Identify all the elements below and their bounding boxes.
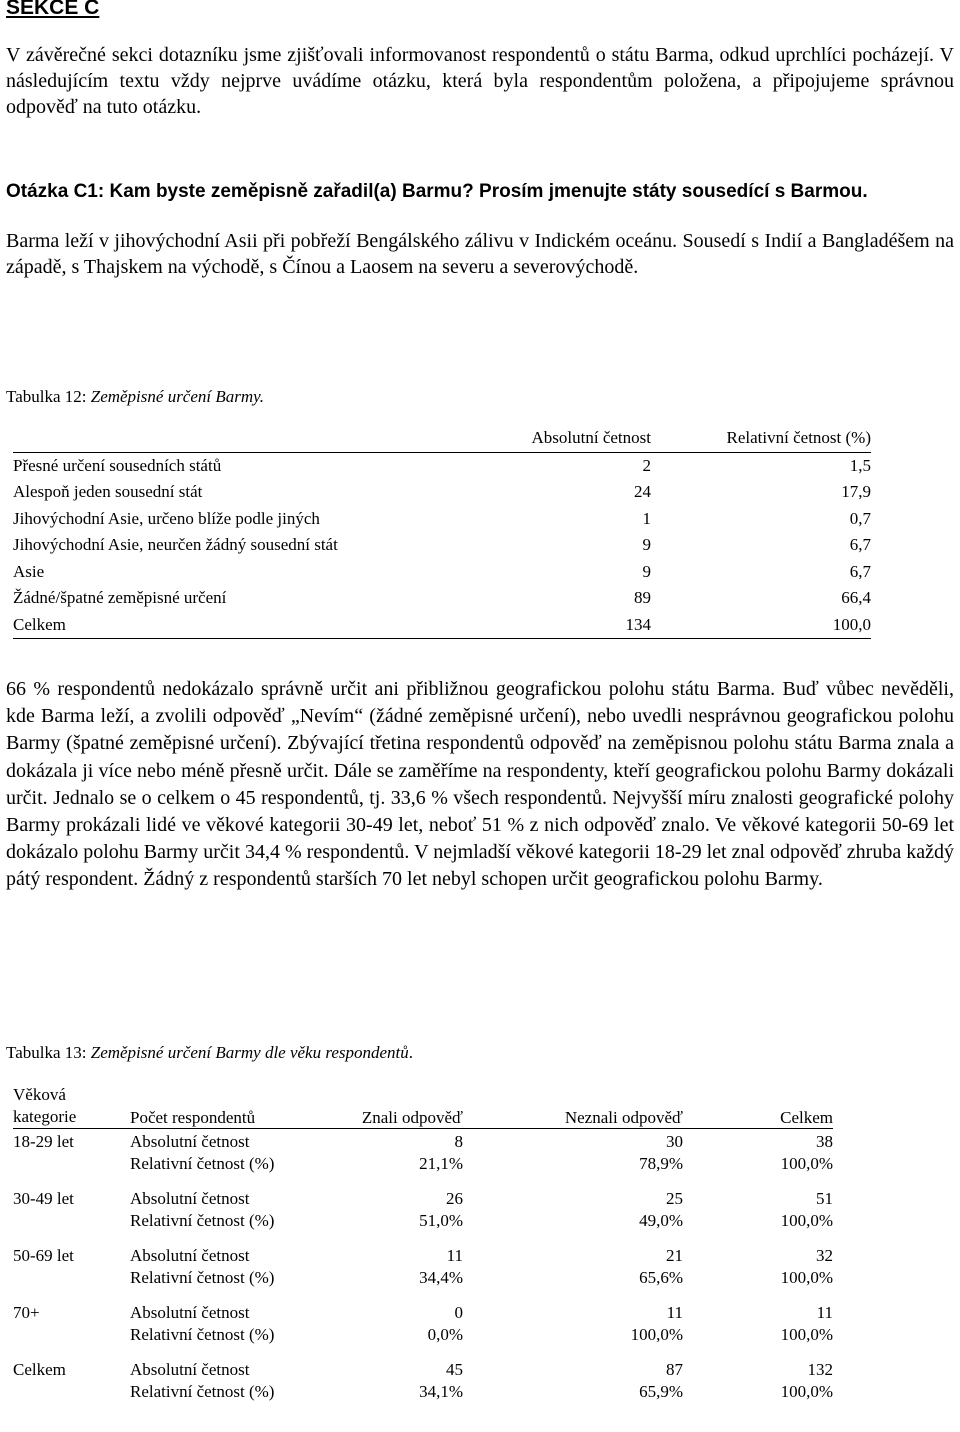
row-label: Přesné určení sousedních států	[13, 455, 222, 475]
knew-value: 21,1%	[419, 1154, 463, 1173]
total-value: 132	[807, 1359, 833, 1379]
age-category: 70+	[13, 1302, 40, 1322]
table-row	[13, 532, 871, 559]
total-value: 11	[816, 1302, 833, 1322]
measure-label: Absolutní četnost	[130, 1131, 250, 1151]
table-row	[13, 585, 871, 612]
table-row	[13, 1243, 833, 1266]
table-header-row	[13, 1084, 833, 1129]
header-category-line1: Věková	[13, 1085, 66, 1104]
header-relative: Relativní četnost (%)	[651, 425, 871, 452]
total-value: 38	[816, 1131, 833, 1151]
table-row	[13, 479, 871, 506]
total-value: 32	[816, 1245, 833, 1265]
not-knew-value: 100,0%	[630, 1325, 683, 1344]
table-row	[13, 1152, 833, 1175]
knew-value: 45	[446, 1359, 463, 1379]
row-label: Alespoň jeden sousední stát	[13, 482, 203, 502]
row-relative: 6,7	[849, 535, 871, 555]
header-count: Počet respondentů	[130, 1084, 313, 1129]
not-knew-value: 65,9%	[639, 1382, 683, 1401]
header-total: Celkem	[683, 1084, 833, 1129]
table12-caption	[6, 387, 264, 407]
table-row	[13, 559, 871, 586]
knew-value: 34,1%	[419, 1382, 463, 1401]
table13-caption	[6, 1043, 413, 1063]
age-category: 18-29 let	[13, 1131, 74, 1151]
row-absolute: 134	[453, 612, 651, 639]
row-relative: 6,7	[849, 561, 871, 581]
total-value: 100,0%	[780, 1211, 833, 1230]
row-relative: 66,4	[841, 588, 871, 608]
not-knew-value: 21	[666, 1245, 683, 1265]
table-row	[13, 1266, 833, 1289]
header-not-knew: Neznali odpověď	[463, 1084, 683, 1129]
measure-label: Relativní četnost (%)	[130, 1325, 275, 1344]
row-absolute: 9	[642, 535, 651, 555]
header-knew: Znali odpověď	[313, 1084, 463, 1129]
row-absolute: 9	[642, 561, 651, 581]
row-absolute: 2	[642, 455, 651, 475]
section-title: SEKCE C	[6, 0, 100, 19]
knew-value: 26	[446, 1188, 463, 1208]
row-absolute: 24	[634, 482, 651, 502]
table-header-row	[13, 425, 871, 452]
total-value: 100,0%	[780, 1325, 833, 1344]
table-row-total	[13, 612, 871, 639]
table-row	[13, 1300, 833, 1323]
not-knew-value: 65,6%	[639, 1268, 683, 1287]
row-label: Žádné/špatné zeměpisné určení	[13, 588, 227, 608]
not-knew-value: 11	[666, 1302, 683, 1322]
total-value: 100,0%	[780, 1382, 833, 1401]
analysis-paragraph: 66 % respondentů nedokázalo správně určit ani přibližnou geografickou polohu státu Barma. Buď vůbec nevěděli, kde Barma leží, a zvolili odpověď „Nevím“ (žádné zeměpisné určení), nebo uvedli nesprávnou geografickou polohu Barmy (špatné zeměpisné určení). Zbývající třetina respondentů odpověď na zeměpisnou polohu státu Barma znala a dokázala ji více nebo méně přesně určit. Dále se zaměříme na respondenty, kteří geografickou polohu Barmy dokázali určit. Jednalo se o celkem o 45 respondentů, tj. 33,6 % všech respondentů. Nejvyšší míru znalosti geografické polohy Barmy prokázali lidé ve věkové kategorii 30-49 let, neboť 51 % z nich odpověď znalo. Ve věkové kategorii 50-69 let dokázalo polohu Barmy určit 34,4 % respondentů. V nejmladší věkové kategorii 18-29 let znal odpověď zhruba každý pátý respondent. Žádný z respondentů starších 70 let nebyl schopen určit geografickou polohu Barmy.	[6, 678, 954, 891]
intro-paragraph: V závěrečné sekci dotazníku jsme zjišťovali informovanost respondentů o státu Barma, odkud uprchlíci pocházejí. V následujícím textu vždy nejprve uvádíme otázku, která byla respondentům položena, a připojujeme správnou odpověď na tuto otázku.	[6, 44, 954, 118]
knew-value: 11	[446, 1245, 463, 1265]
row-label: Jihovýchodní Asie, určeno blíže podle jiných	[13, 508, 320, 528]
knew-value: 0	[454, 1302, 463, 1322]
total-value: 100,0%	[780, 1154, 833, 1173]
age-category: 30-49 let	[13, 1188, 74, 1208]
knew-value: 51,0%	[419, 1211, 463, 1230]
measure-label: Relativní četnost (%)	[130, 1211, 275, 1230]
not-knew-value: 49,0%	[639, 1211, 683, 1230]
measure-label: Relativní četnost (%)	[130, 1382, 275, 1401]
measure-label: Absolutní četnost	[130, 1359, 250, 1379]
table13-caption-suffix: .	[408, 1043, 414, 1062]
knew-value: 34,4%	[419, 1268, 463, 1287]
row-relative: 1,5	[849, 455, 871, 475]
table13-caption-title: Zeměpisné určení Barmy dle věku respondentů	[90, 1043, 409, 1062]
header-cell	[13, 425, 453, 452]
not-knew-value: 25	[666, 1188, 683, 1208]
row-absolute: 1	[642, 508, 651, 528]
table-row	[13, 1380, 833, 1403]
total-value: 51	[816, 1188, 833, 1208]
not-knew-value: 87	[666, 1359, 683, 1379]
total-value: 100,0%	[780, 1268, 833, 1287]
table-row	[13, 1323, 833, 1346]
measure-label: Absolutní četnost	[130, 1245, 250, 1265]
table-row	[13, 1186, 833, 1209]
row-relative: 0,7	[849, 508, 871, 528]
table-12	[13, 425, 871, 639]
row-label: Jihovýchodní Asie, neurčen žádný sousední stát	[13, 535, 338, 555]
table-row	[13, 1129, 833, 1152]
table-row	[13, 1209, 833, 1232]
row-label: Celkem	[13, 612, 453, 639]
knew-value: 8	[454, 1131, 463, 1151]
row-relative: 17,9	[841, 482, 871, 502]
header-category-line2: kategorie	[13, 1107, 77, 1126]
not-knew-value: 30	[666, 1131, 683, 1151]
question-c1: Otázka C1: Kam byste zeměpisně zařadil(a) Barmu? Prosím jmenujte státy sousedící s Barmou.	[6, 181, 868, 202]
age-category: 50-69 let	[13, 1245, 74, 1265]
table12-caption-title: Zeměpisné určení Barmy.	[90, 387, 265, 406]
table13-caption-prefix: Tabulka 13:	[6, 1043, 91, 1062]
measure-label: Relativní četnost (%)	[130, 1154, 275, 1173]
row-relative: 100,0	[651, 612, 871, 639]
measure-label: Relativní četnost (%)	[130, 1268, 275, 1287]
row-absolute: 89	[634, 588, 651, 608]
row-label: Asie	[13, 561, 45, 581]
not-knew-value: 78,9%	[639, 1154, 683, 1173]
measure-label: Absolutní četnost	[130, 1302, 250, 1322]
answer-paragraph: Barma leží v jihovýchodní Asii při pobřeží Bengálského zálivu v Indickém oceánu. Sousedí s Indií a Bangladéšem na západě, s Thajskem na východě, s Čínou a Laosem na severu a severovýchodě.	[6, 230, 954, 278]
knew-value: 0,0%	[427, 1325, 463, 1344]
measure-label: Absolutní četnost	[130, 1188, 250, 1208]
table-row	[13, 506, 871, 533]
header-category	[13, 1084, 130, 1129]
table-13	[13, 1084, 833, 1402]
header-absolute: Absolutní četnost	[453, 425, 651, 452]
age-category: Celkem	[13, 1359, 66, 1379]
table-row	[13, 452, 871, 479]
table-row	[13, 1357, 833, 1380]
table12-caption-prefix: Tabulka 12:	[6, 387, 91, 406]
